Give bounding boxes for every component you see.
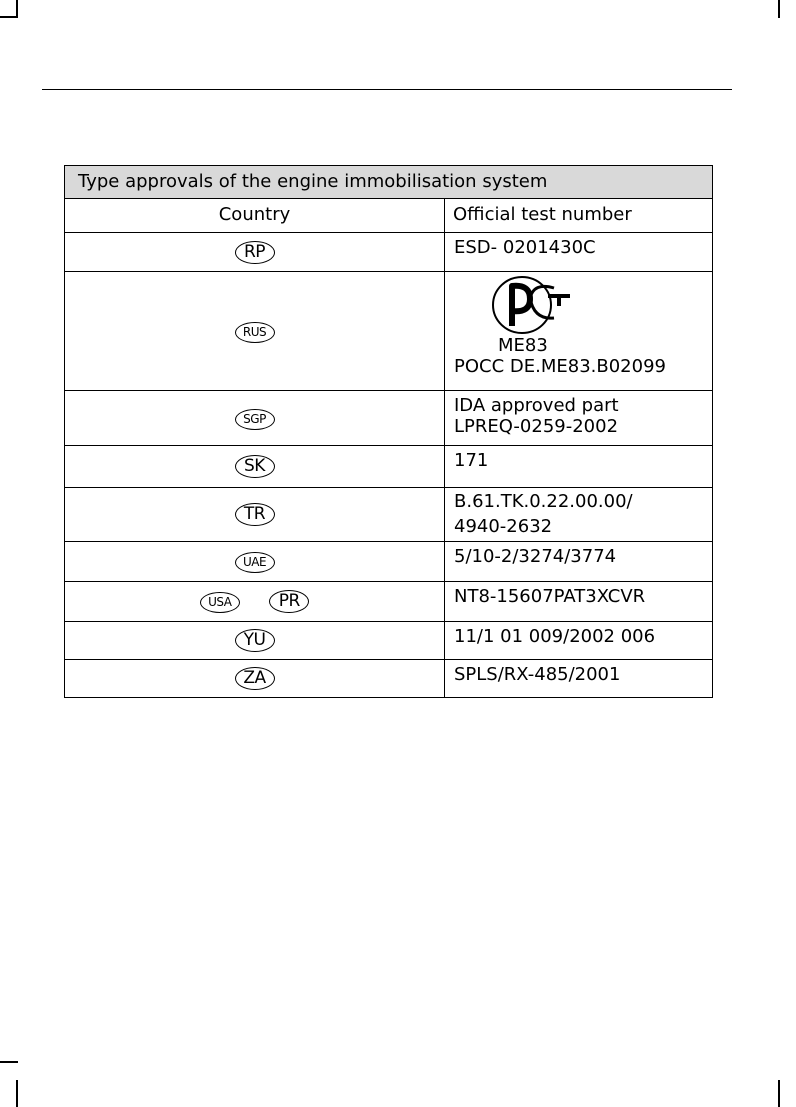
country-cell (65, 488, 445, 542)
country-code-oval: TR (235, 503, 275, 526)
country-cell (65, 272, 445, 391)
table-row (65, 488, 713, 542)
country-cell (65, 542, 445, 582)
type-approvals-table (64, 165, 713, 698)
table-row (65, 272, 713, 391)
crop-mark-top-right-v (778, 0, 780, 18)
country-code-oval: RUS (235, 322, 275, 343)
country-code-oval: PR (269, 590, 309, 613)
crop-mark-bottom-right-v (778, 1080, 780, 1107)
test-number: 11/1 01 009/2002 006 (445, 622, 713, 660)
test-number-cell (445, 272, 713, 391)
certification-code: ME83 (498, 335, 548, 356)
test-number: NT8-15607PAT3XCVR (445, 582, 713, 622)
test-number: POCC DE.ME83.B02099 (454, 356, 666, 377)
table-row (65, 391, 713, 446)
test-number: 171 (445, 446, 713, 488)
country-cell (65, 233, 445, 272)
table-row (65, 622, 713, 660)
country-code-oval: USA (200, 592, 240, 613)
crop-mark-bottom-left-v (16, 1080, 18, 1107)
column-header-country: Country (65, 199, 445, 233)
test-number: IDA approved part LPREQ-0259-2002 (445, 391, 713, 446)
country-code-oval: RP (235, 241, 275, 264)
table-title: Type approvals of the engine immobilisation system (65, 166, 713, 199)
country-cell (65, 622, 445, 660)
country-cell (65, 660, 445, 698)
table-row (65, 542, 713, 582)
table-row (65, 582, 713, 622)
country-code-oval: UAE (235, 552, 275, 573)
country-cell (65, 391, 445, 446)
test-number: SPLS/RX-485/2001 (445, 660, 713, 698)
country-cell (65, 446, 445, 488)
table-row (65, 660, 713, 698)
country-cell (65, 582, 445, 622)
table-row (65, 233, 713, 272)
title-row (65, 166, 713, 199)
column-header-row (65, 199, 713, 233)
header-rule (42, 89, 732, 90)
country-code-oval: SK (235, 455, 275, 478)
country-code-oval: YU (235, 629, 275, 652)
crop-mark-bottom-left-h (0, 1061, 18, 1063)
gost-certification-mark-icon (490, 274, 574, 336)
country-code-oval: ZA (235, 667, 275, 690)
test-number: 5/10-2/3274/3774 (445, 542, 713, 582)
table-row (65, 446, 713, 488)
test-number: ESD- 0201430C (445, 233, 713, 272)
test-number: B.61.TK.0.22.00.00/ 4940-2632 (445, 488, 713, 542)
country-code-oval: SGP (235, 409, 275, 430)
column-header-number: Official test number (445, 199, 713, 233)
crop-mark-top-left-h (0, 16, 18, 18)
